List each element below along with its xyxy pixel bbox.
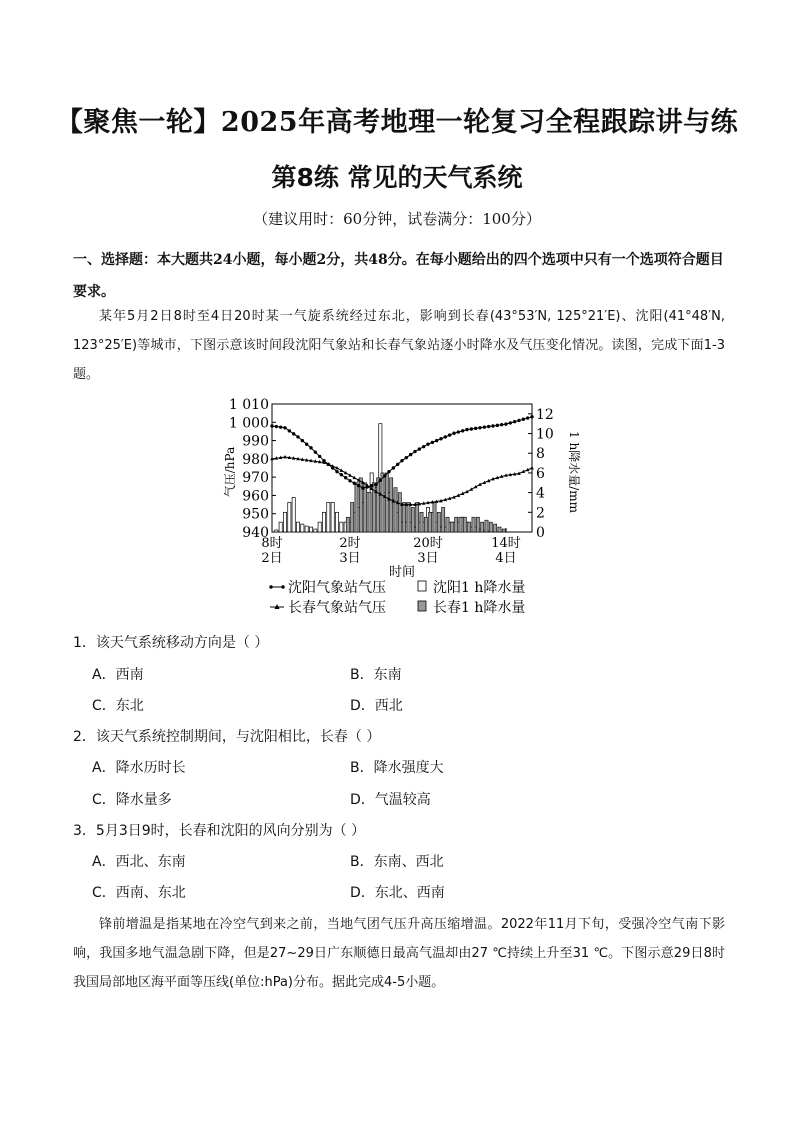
- changchun-precip-bar: [472, 517, 475, 532]
- chart-legend: [269, 579, 525, 616]
- page-subtitle: 第8练 常见的天气系统: [271, 163, 523, 192]
- changchun-precip-bar: [485, 520, 488, 532]
- shenyang-pressure-point: [513, 420, 516, 423]
- changchun-precip-bar: [411, 507, 414, 532]
- q1-option-a[interactable]: A．西南: [92, 667, 144, 683]
- question-3-stem: 3．5月3日9时，长春和沈阳的风向分别为（ ）: [73, 823, 366, 839]
- shenyang-pressure-point: [439, 437, 442, 440]
- changchun-precip-bar: [429, 512, 432, 532]
- shenyang-pressure-point: [465, 428, 468, 431]
- changchun-precip-bar: [385, 473, 388, 532]
- shenyang-precip-bar: [283, 512, 286, 532]
- changchun-precip-bar: [424, 517, 427, 532]
- changchun-pressure-line: [270, 455, 534, 506]
- changchun-precip-bar: [463, 517, 466, 532]
- shenyang-pressure-point: [353, 482, 356, 485]
- shenyang-pressure-point: [387, 470, 390, 473]
- page-title: 【聚焦一轮】2025年高考地理一轮复习全程跟踪讲与练: [55, 107, 739, 138]
- changchun-precip-bar: [502, 529, 505, 532]
- shenyang-pressure-point: [357, 484, 360, 487]
- q2-option-a[interactable]: A．降水历时长: [92, 760, 186, 776]
- right-tick-label: 6: [536, 465, 545, 482]
- changchun-precip-bar: [498, 527, 501, 532]
- changchun-precip-bar: [494, 524, 497, 532]
- shenyang-pressure-point: [283, 426, 286, 429]
- shenyang-precip-bar: [340, 522, 343, 532]
- legend-marker: [281, 585, 284, 588]
- shenyang-pressure-point: [496, 424, 499, 427]
- shenyang-pressure-point: [270, 424, 273, 427]
- shenyang-pressure-point: [275, 425, 278, 428]
- shenyang-precip-bar: [275, 530, 278, 532]
- x-tick-label-time: 20时: [413, 536, 443, 551]
- shenyang-pressure-point: [292, 432, 295, 435]
- left-tick-label: 960: [242, 488, 269, 505]
- section-instructions: 一、选择题：本大题共24小题，每小题2分，共48分。在每小题给出的四个选项中只有一个选项符合题目要求。: [73, 252, 724, 300]
- x-tick-label-time: 14时: [491, 536, 521, 551]
- shenyang-precip-bar: [279, 522, 282, 532]
- shenyang-pressure-point: [361, 486, 364, 489]
- question-1-stem: 1．该天气系统移动方向是（ ）: [73, 635, 269, 651]
- x-axis-ticks: [261, 528, 520, 566]
- shenyang-pressure-point: [314, 450, 317, 453]
- shenyang-pressure-point: [422, 445, 425, 448]
- shenyang-pressure-point: [374, 483, 377, 486]
- shenyang-pressure-point: [526, 416, 529, 419]
- question-2-stem: 2．该天气系统控制期间，与沈阳相比，长春（ ）: [73, 729, 381, 745]
- x-tick-label-date: 3日: [417, 551, 439, 566]
- legend-label: 长春1 h降水量: [433, 600, 526, 616]
- legend-label: 沈阳气象站气压: [288, 580, 386, 596]
- shenyang-pressure-point: [413, 450, 416, 453]
- left-axis-label: 气压/hPa: [223, 446, 237, 498]
- right-axis-label: 1 h降水量/mm: [567, 431, 581, 513]
- shenyang-precip-bar: [331, 502, 334, 532]
- changchun-precip-bar: [351, 502, 354, 532]
- q2-option-d[interactable]: D．气温较高: [350, 792, 431, 808]
- shenyang-pressure-point: [344, 476, 347, 479]
- shenyang-pressure-point: [348, 479, 351, 482]
- legend-bar-swatch: [418, 601, 426, 611]
- shenyang-pressure-point: [318, 455, 321, 458]
- left-tick-label: 970: [242, 470, 269, 487]
- q2-option-c[interactable]: C．降水量多: [92, 792, 172, 808]
- legend-bar-swatch: [418, 581, 426, 591]
- shenyang-pressure-point: [426, 443, 429, 446]
- shenyang-precip-bar: [318, 522, 321, 532]
- shenyang-precip-bar: [314, 529, 317, 532]
- shenyang-precip-bar: [292, 498, 295, 532]
- shenyang-pressure-point: [517, 419, 520, 422]
- changchun-pressure-point: [530, 466, 534, 469]
- plot-frame: [272, 404, 532, 532]
- shenyang-pressure-point: [400, 459, 403, 462]
- legend-marker: [269, 585, 272, 588]
- shenyang-pressure-point: [444, 435, 447, 438]
- shenyang-pressure-point: [483, 425, 486, 428]
- changchun-precip-bar: [381, 473, 384, 532]
- x-tick-label-date: 2日: [261, 551, 283, 566]
- changchun-precip-bar: [416, 502, 419, 532]
- left-tick-label: 990: [242, 433, 269, 450]
- shenyang-precip-bar: [335, 512, 338, 532]
- legend-label: 长春气象站气压: [288, 600, 386, 616]
- pressure-precipitation-chart: [210, 394, 590, 626]
- q1-option-d[interactable]: D．西北: [350, 698, 403, 714]
- changchun-precip-bar: [407, 502, 410, 532]
- changchun-precip-bar: [446, 517, 449, 532]
- shenyang-pressure-point: [487, 425, 490, 428]
- shenyang-pressure-point: [335, 470, 338, 473]
- x-tick-label-date: 4日: [495, 551, 517, 566]
- changchun-precip-bar: [476, 517, 479, 532]
- shenyang-pressure-point: [470, 427, 473, 430]
- shenyang-pressure-point: [478, 426, 481, 429]
- right-tick-label: 0: [536, 525, 545, 541]
- shenyang-pressure-point: [409, 453, 412, 456]
- shenyang-pressure-point: [500, 423, 503, 426]
- shenyang-pressure-point: [522, 418, 525, 421]
- passage-1: 某年5月2日8时至4日20时某一气旋系统经过东北，影响到长春(43°53′N, 125°21′E)、沈阳(41°48′N, 123°25′E)等城市，下图示意该时间段沈阳气象站和长春气象站逐小时降水及气压变化情况。读图，完成下面1-3题。: [73, 309, 725, 382]
- shenyang-pressure-point: [448, 433, 451, 436]
- x-tick-label-date: 3日: [339, 551, 361, 566]
- legend-label: 沈阳1 h降水量: [433, 580, 526, 596]
- passage-2: 锋前增温是指某地在冷空气到来之前，当地气团气压升高压缩增温。2022年11月下旬，受强冷空气南下影响，我国多地气温急剧下降，但是27~29日广东顺德日最高气温却由27 ℃持续上升至31 ℃。下图示意29日8时我国局部地区海平面等压线(单位:hPa)分布。据此完成4-5小题。: [73, 917, 725, 990]
- changchun-precip-bar: [390, 478, 393, 532]
- shenyang-precip-bar: [327, 502, 330, 532]
- q3-option-d[interactable]: D．东北、西南: [350, 885, 445, 901]
- right-tick-label: 8: [536, 446, 545, 463]
- shenyang-precip-bar: [305, 526, 308, 532]
- changchun-precip-bar: [433, 502, 436, 532]
- shenyang-pressure-point: [379, 478, 382, 481]
- changchun-precip-bar: [481, 522, 484, 532]
- shenyang-pressure-point: [340, 473, 343, 476]
- shenyang-precip-bar: [309, 527, 312, 532]
- right-tick-label: 2: [536, 505, 545, 522]
- q3-option-c[interactable]: C．西南、东北: [92, 885, 186, 901]
- x-tick-label-time: 8时: [261, 536, 283, 551]
- shenyang-pressure-point: [288, 429, 291, 432]
- changchun-precip-bar: [368, 493, 371, 532]
- time-hint: （建议用时：60分钟，试卷满分：100分）: [253, 210, 541, 228]
- shenyang-pressure-point: [530, 415, 533, 418]
- shenyang-pressure-point: [435, 439, 438, 442]
- left-tick-label: 950: [242, 506, 269, 523]
- shenyang-pressure-point: [279, 425, 282, 428]
- shenyang-pressure-point: [452, 432, 455, 435]
- shenyang-pressure-point: [491, 424, 494, 427]
- left-tick-label: 1 000: [228, 415, 269, 432]
- changchun-precip-bar: [346, 517, 349, 532]
- changchun-precip-bar: [455, 517, 458, 532]
- changchun-precip-bar: [364, 483, 367, 532]
- right-tick-label: 4: [536, 485, 545, 502]
- left-tick-label: 1 010: [228, 397, 269, 413]
- q1-option-b[interactable]: B．东南: [350, 667, 402, 683]
- shenyang-pressure-point: [418, 447, 421, 450]
- q1-option-c[interactable]: C．东北: [92, 698, 144, 714]
- shenyang-pressure-point: [301, 439, 304, 442]
- changchun-precip-bar: [442, 507, 445, 532]
- left-tick-label: 980: [242, 451, 269, 468]
- q3-option-a[interactable]: A．西北、东南: [92, 854, 186, 870]
- changchun-precip-bar: [420, 512, 423, 532]
- changchun-precip-bar: [355, 483, 358, 532]
- changchun-precip-bar: [437, 512, 440, 532]
- shenyang-pressure-point: [309, 446, 312, 449]
- changchun-pressure-point-path: [272, 457, 532, 505]
- changchun-precip-bar: [394, 488, 397, 532]
- x-tick-label-time: 2时: [339, 536, 361, 551]
- shenyang-pressure-point: [474, 427, 477, 430]
- shenyang-pressure-point: [305, 443, 308, 446]
- changchun-precip-bar: [468, 522, 471, 532]
- shenyang-pressure-point: [296, 435, 299, 438]
- shenyang-pressure-point: [392, 466, 395, 469]
- q2-option-b[interactable]: B．降水强度大: [350, 760, 444, 776]
- shenyang-precip-bar: [322, 512, 325, 532]
- changchun-precip-bar: [377, 478, 380, 532]
- shenyang-pressure-point: [396, 463, 399, 466]
- right-tick-label: 12: [536, 406, 554, 423]
- changchun-precip-bar: [403, 502, 406, 532]
- changchun-precip-bar: [459, 517, 462, 532]
- q3-option-b[interactable]: B．东南、西北: [350, 854, 444, 870]
- changchun-precip-bar: [489, 522, 492, 532]
- right-tick-label: 10: [536, 426, 554, 443]
- shenyang-precip-bar: [296, 522, 299, 532]
- shenyang-pressure-point: [504, 422, 507, 425]
- x-axis-label: 时间: [388, 565, 416, 580]
- changchun-precip-bar: [450, 522, 453, 532]
- shenyang-pressure-point: [461, 429, 464, 432]
- shenyang-precip-bar: [301, 524, 304, 532]
- left-tick-label: 940: [242, 525, 269, 541]
- shenyang-pressure-point: [509, 421, 512, 424]
- shenyang-pressure-point: [457, 430, 460, 433]
- shenyang-precip-bar: [288, 502, 291, 532]
- shenyang-pressure-point: [383, 474, 386, 477]
- shenyang-pressure-point: [431, 441, 434, 444]
- shenyang-pressure-point: [405, 456, 408, 459]
- changchun-precip-bar: [398, 493, 401, 532]
